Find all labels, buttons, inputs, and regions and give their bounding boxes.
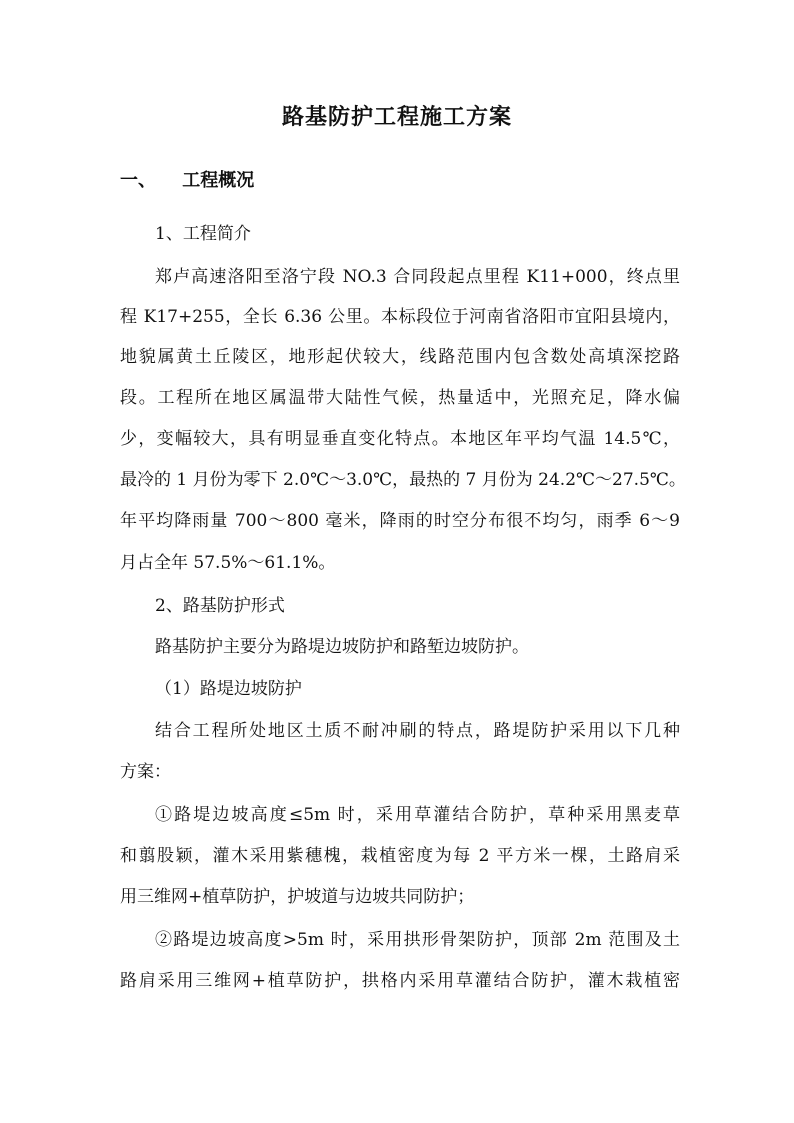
subheading-protection-form: 2、路基防护形式 (155, 596, 285, 616)
paragraph-line: 路基防护主要分为路堤边坡防护和路堑边坡防护。 (155, 637, 529, 657)
list-item-line: 用三维网+植草防护，护坡道与边坡共同防护； (120, 887, 475, 907)
list-item-line: 路肩采用三维网+植草防护，拱格内采用草灌结合防护，灌木栽植密 (120, 971, 680, 991)
document-title: 路基防护工程施工方案 (281, 104, 512, 130)
paragraph-line: 程 K17+255，全长 6.36 公里。本标段位于河南省洛阳市宜阳县境内， (120, 307, 680, 327)
section-title: 工程概况 (182, 170, 255, 191)
subheading-embankment: （1）路堤边坡防护 (155, 679, 302, 699)
list-item-line: 和翦股颖，灌木采用紫穗槐，栽植密度为每 2 平方米一棵，土路肩采 (120, 846, 680, 866)
paragraph-line: 少，变幅较大，具有明显垂直变化特点。本地区年平均气温 14.5℃， (120, 429, 680, 449)
list-item-line: ②路堤边坡高度>5m 时，采用拱形骨架防护，顶部 2m 范围及土 (155, 930, 680, 950)
paragraph-line: 段。工程所在地区属温带大陆性气候，热量适中，光照充足，降水偏 (120, 388, 680, 408)
paragraph-line: 月占全年 57.5%～61.1%。 (120, 553, 336, 573)
paragraph-line: 郑卢高速洛阳至洛宁段 NO.3 合同段起点里程 K11+000，终点里 (155, 267, 680, 287)
paragraph-line: 地貌属黄土丘陵区，地形起伏较大，线路范围内包含数处高填深挖路 (120, 347, 680, 367)
subheading-project-intro: 1、工程简介 (155, 224, 251, 244)
section-heading (120, 166, 254, 192)
list-item-line: ①路堤边坡高度≤5m 时，采用草灌结合防护，草种采用黑麦草 (155, 805, 680, 825)
paragraph-line: 结合工程所处地区土质不耐冲刷的特点，路堤防护采用以下几种 (155, 721, 680, 741)
paragraph-line: 方案： (120, 762, 171, 782)
section-number: 一、 (120, 170, 156, 191)
paragraph-line: 年平均降雨量 700～800 毫米，降雨的时空分布很不均匀，雨季 6～9 (120, 511, 680, 531)
paragraph-line: 最冷的 1 月份为零下 2.0℃～3.0℃，最热的 7 月份为 24.2℃～27.5℃。 (120, 470, 686, 490)
